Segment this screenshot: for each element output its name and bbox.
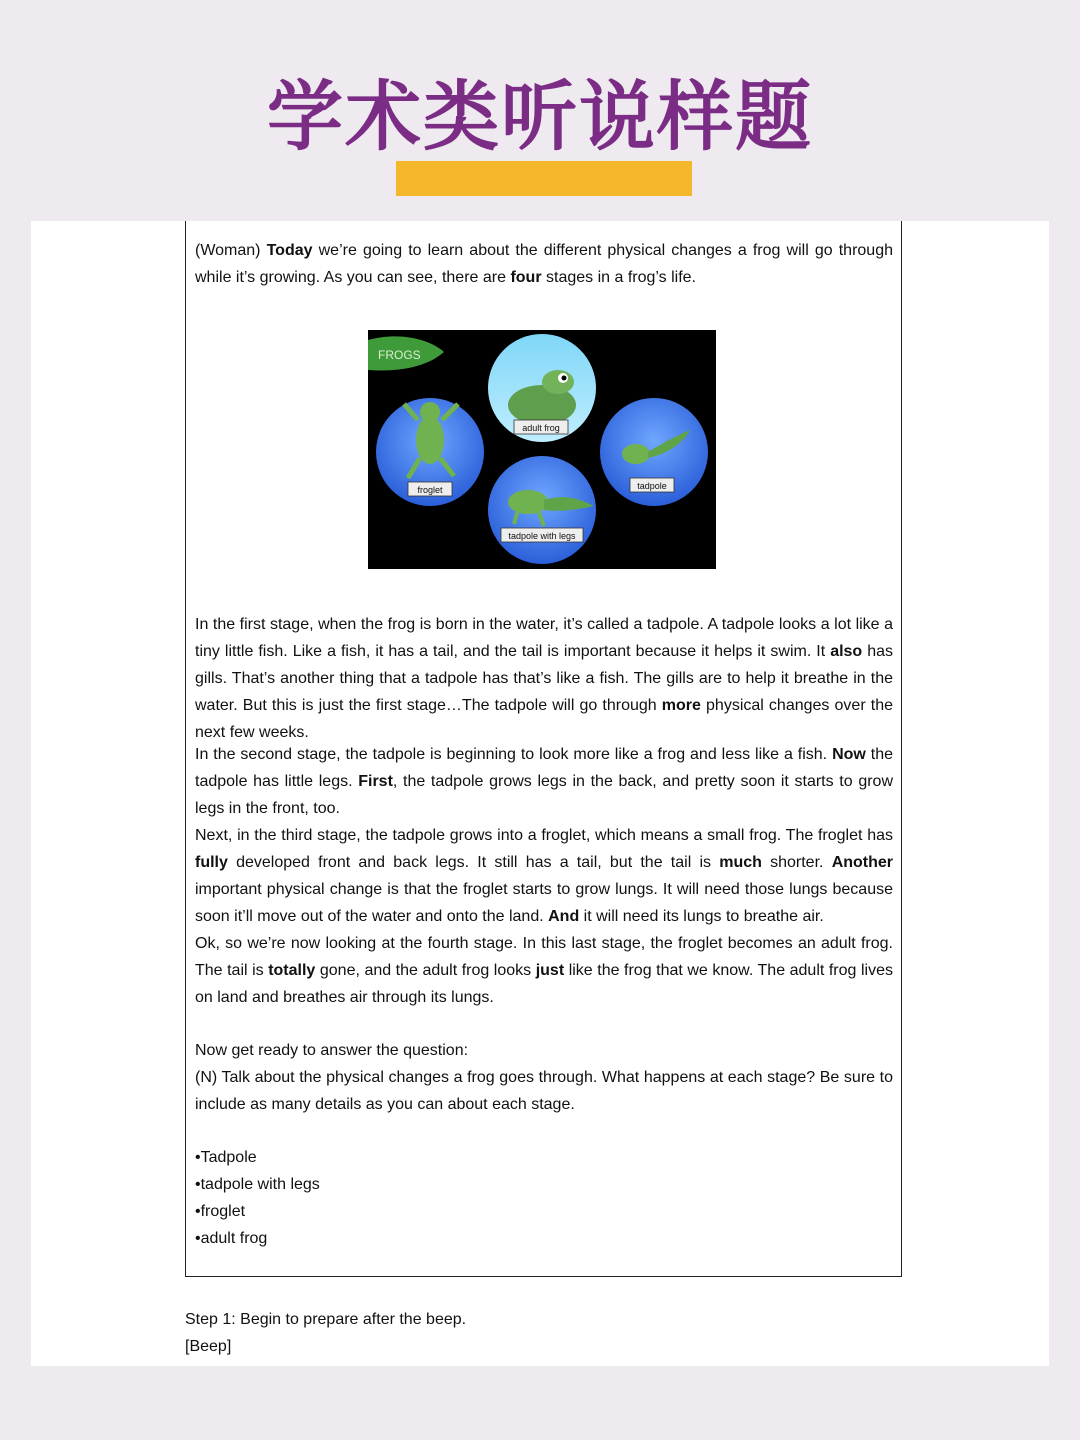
stage2-paragraph [195,741,893,822]
tadpole-with-legs-icon [508,490,548,514]
bold-word: Another [831,854,894,871]
question-paragraph [195,1037,893,1118]
bold-word: more [661,697,701,714]
bold-word: First [358,773,393,790]
stage2-text: , the tadpole grows legs in the back, and pretty soon it starts to grow legs in the front, too. [195,773,893,817]
stage1-text: physical changes over the next few weeks. [195,697,893,741]
bold-word: four [510,269,542,286]
stage1-paragraph [195,611,893,746]
stage1-text: In the first stage, when the frog is born in the water, it’s called a tadpole. A tadpole looks a lot like a tiny little fish. Like a fish, it has a tail, and the tail is important because it helps it swim. It [195,616,893,660]
bold-word: also [830,643,863,660]
label-tadpole-with-legs: tadpole with legs [508,531,576,541]
beep-text: [Beep] [185,1338,232,1355]
step-instructions [185,1306,466,1360]
tadpole-icon [622,444,650,464]
page-title: 学术类听说样题 [267,72,813,161]
stage4-text: Ok, so we’re now looking at the fourth stage. In this last stage, the froglet becomes an adult frog. The tail is [195,935,893,979]
label-froglet: froglet [417,485,443,495]
bold-word: And [548,908,580,925]
list-item: • tadpole with legs [195,1171,320,1198]
bold-word: just [535,962,565,979]
title-underline-bar [396,161,692,196]
stage4-text: like the frog that we know. The adult frog lives on land and breathes air through its lungs. [195,962,893,1006]
list-item: • adult frog [195,1225,320,1252]
list-item: • froglet [195,1198,320,1225]
question-ready: Now get ready to answer the question: [195,1042,469,1059]
stage3-text: developed front and back legs. It still has a tail, but the tail is [227,854,720,871]
list-item: • Tadpole [195,1144,320,1171]
bold-word: fully [195,854,228,871]
stage-bullet-list [195,1144,320,1252]
stage3-text: important physical change is that the froglet starts to grow lungs. It will need those lungs because soon it’ll move out of the water and onto the land. [195,881,893,925]
frog-life-cycle-figure [368,330,716,569]
bold-word: much [719,854,762,871]
bold-word: Today [266,242,313,259]
stage3-text: shorter. [761,854,832,871]
stage3-paragraph [195,822,893,930]
step1-text: Step 1: Begin to prepare after the beep. [185,1311,467,1328]
intro-text: we’re going to learn about the different physical changes a frog will go through while it’s growing. As you can see, there are [195,242,893,286]
stage4-paragraph [195,930,893,1011]
label-tadpole: tadpole [637,481,667,491]
question-prompt: (N) Talk about the physical changes a frog goes through. What happens at each stage? Be sure to include as many details as you can about each stage. [195,1069,893,1113]
bold-word: Now [832,746,866,763]
stage4-text: gone, and the adult frog looks [315,962,536,979]
bold-word: totally [268,962,316,979]
frog-life-cycle-illustration [368,330,716,569]
stage3-text: it will need its lungs to breathe air. [579,908,824,925]
froglet-icon [416,416,444,464]
intro-text: stages in a frog’s life. [541,269,696,286]
intro-paragraph [195,237,893,291]
speaker-label: (Woman) [195,242,261,259]
stage3-text: Next, in the third stage, the tadpole grows into a froglet, which means a small frog. The froglet has [195,827,893,844]
stage1-text: has gills. That’s another thing that a tadpole has that’s like a fish. The gills are to help it breathe in the water. But this is just the first stage…The tadpole will go through [195,643,894,714]
banner-text: FROGS [378,348,421,362]
label-adult-frog: adult frog [522,423,560,433]
stage2-text: In the second stage, the tadpole is beginning to look more like a frog and less like a fish. [195,746,833,763]
stage2-text: the tadpole has little legs. [195,746,894,790]
